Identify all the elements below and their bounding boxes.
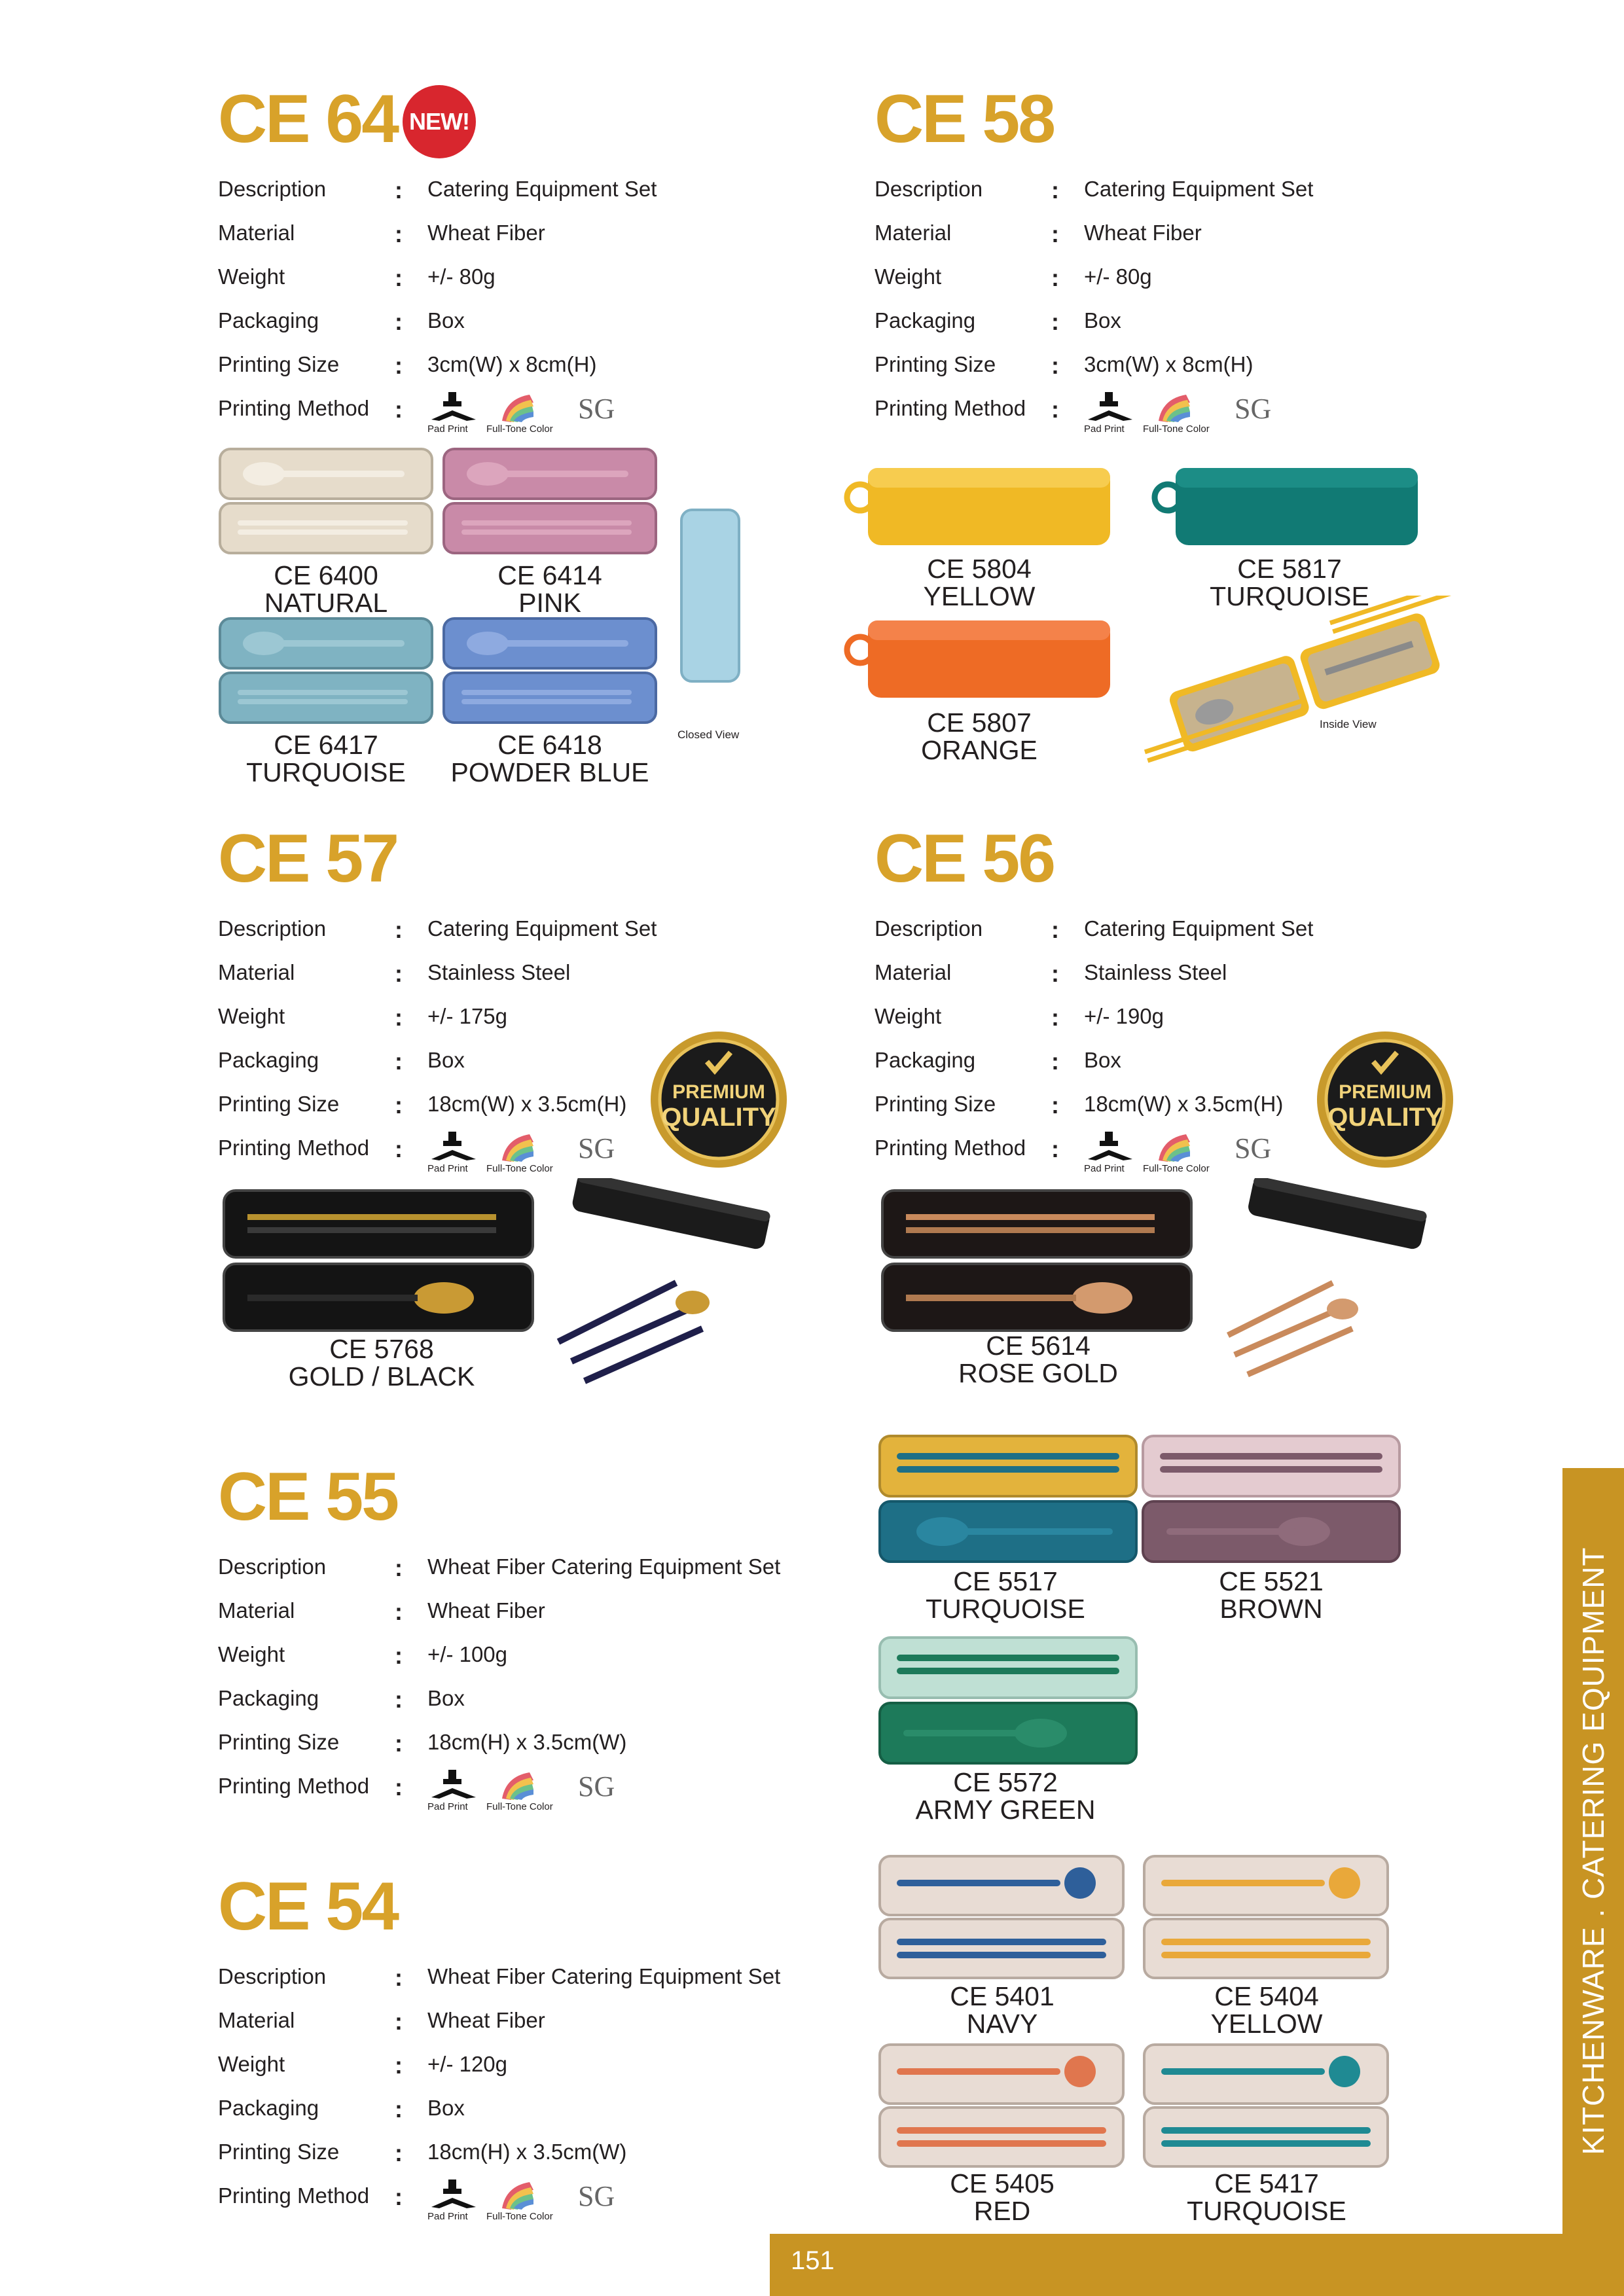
spec-value: 3cm(W) x 8cm(H) <box>1084 352 1254 376</box>
item-color: TURQUOISE <box>246 757 406 787</box>
product-photo-ce5521 <box>1140 1433 1402 1564</box>
item-code: CE 5804 <box>927 554 1032 584</box>
full-tone-color-icon <box>1156 392 1193 423</box>
spec-label: Packaging <box>218 1686 319 1710</box>
spec-value: 3cm(W) x 8cm(H) <box>427 352 597 376</box>
spec-label: Printing Size <box>218 2140 340 2164</box>
spec-label: Printing Method <box>875 1136 1026 1160</box>
pad-print-icon <box>1084 1130 1136 1162</box>
spec-label: Description <box>875 916 983 941</box>
spec-colon: : <box>395 352 403 379</box>
product-ce54-gallery <box>875 1854 1464 2230</box>
spec-colon: : <box>395 1964 403 1991</box>
spec-value: +/- 120g <box>427 2052 508 2076</box>
item-color: TURQUOISE <box>1210 581 1369 611</box>
spec-colon: : <box>1051 1048 1059 1075</box>
item-color: NAVY <box>966 2009 1038 2039</box>
spec-label: Packaging <box>218 308 319 332</box>
printing-method-icons <box>1084 1130 1293 1176</box>
product-code: CE 58 <box>875 81 1055 157</box>
spec-colon: : <box>395 2096 403 2123</box>
spec-colon: : <box>1051 960 1059 987</box>
item-label-ce5521 <box>1140 1568 1402 1623</box>
premium-quality-seal-icon <box>647 1028 791 1172</box>
spec-value: Catering Equipment Set <box>1084 177 1314 201</box>
spec-value: +/- 190g <box>1084 1004 1164 1028</box>
page-number: 151 <box>791 2246 835 2275</box>
spec-label: Packaging <box>218 2096 319 2120</box>
item-label-ce6414 <box>445 562 655 617</box>
spec-colon: : <box>1051 916 1059 943</box>
spec-value: Box <box>427 308 465 332</box>
printing-method-icons <box>427 391 637 437</box>
item-color: TURQUOISE <box>926 1594 1085 1624</box>
footer-bar <box>770 2234 1624 2296</box>
product-photo-ce5804 <box>842 461 1117 553</box>
item-code: CE 5521 <box>1219 1566 1324 1596</box>
product-code: CE 55 <box>218 1459 398 1535</box>
item-label-ce5405 <box>875 2170 1130 2225</box>
spec-colon: : <box>395 308 403 335</box>
full-tone-color-icon <box>499 392 536 423</box>
spec-value: Stainless Steel <box>1084 960 1227 984</box>
sg-icon: SG <box>578 2180 615 2212</box>
spec-colon: : <box>395 1598 403 1625</box>
item-code: CE 5517 <box>953 1566 1058 1596</box>
product-code: CE 57 <box>218 821 398 897</box>
product-photo-ce6418 <box>442 617 658 725</box>
full-tone-color-icon <box>499 2179 536 2211</box>
item-code: CE 5807 <box>927 708 1032 738</box>
spec-value: Box <box>427 1048 465 1072</box>
spec-colon: : <box>1051 308 1059 335</box>
spec-label: Description <box>218 1554 327 1579</box>
product-photo-ce5614-set <box>1208 1178 1444 1394</box>
spec-value: +/- 175g <box>427 1004 508 1028</box>
item-code: CE 5614 <box>986 1331 1091 1361</box>
spec-colon: : <box>395 2183 403 2210</box>
spec-value: Catering Equipment Set <box>1084 916 1314 941</box>
premium-quality-badge <box>1313 1028 1457 1172</box>
item-code: CE 5572 <box>953 1767 1058 1797</box>
item-color: POWDER BLUE <box>450 757 649 787</box>
full-tone-caption: Full-Tone Color <box>486 423 553 435</box>
product-code: CE 64 <box>218 81 398 157</box>
spec-value: +/- 80g <box>427 264 496 289</box>
spec-colon: : <box>1051 1136 1059 1162</box>
pad-print-icon <box>1084 391 1136 422</box>
spec-colon: : <box>395 916 403 943</box>
item-color: BROWN <box>1219 1594 1323 1624</box>
spec-value: 18cm(H) x 3.5cm(W) <box>427 1730 627 1754</box>
spec-label: Material <box>218 960 295 984</box>
product-photo-ce5817 <box>1149 461 1424 553</box>
new-badge: NEW! <box>403 85 476 158</box>
product-photo-ce6417 <box>218 617 434 725</box>
spec-colon: : <box>395 1136 403 1162</box>
item-label-ce6400 <box>221 562 431 617</box>
spec-label: Description <box>218 177 327 201</box>
item-label-ce5614 <box>901 1332 1176 1387</box>
spec-label: Weight <box>218 1642 285 1666</box>
product-photo-inside-view <box>1131 596 1498 766</box>
spec-label: Weight <box>218 2052 285 2076</box>
printing-method-icons <box>1084 391 1293 437</box>
spec-label: Printing Size <box>875 1092 996 1116</box>
pad-print-caption: Pad Print <box>427 1163 468 1174</box>
product-photo-ce5517 <box>877 1433 1139 1564</box>
spec-value: Wheat Fiber <box>427 2008 545 2032</box>
product-photo-closed-view <box>679 507 742 684</box>
product-photo-ce5572 <box>877 1635 1139 1766</box>
spec-colon: : <box>395 221 403 247</box>
spec-value: 18cm(W) x 3.5cm(H) <box>427 1092 627 1116</box>
spec-label: Printing Method <box>875 396 1026 420</box>
product-photo-ce5401 <box>877 1854 1126 1981</box>
item-color: YELLOW <box>1210 2009 1323 2039</box>
item-color: ARMY GREEN <box>915 1795 1096 1825</box>
product-ce55 <box>218 1459 807 1829</box>
item-label-ce5417 <box>1139 2170 1394 2225</box>
spec-colon: : <box>395 1730 403 1757</box>
spec-value: Box <box>1084 1048 1121 1072</box>
product-ce54 <box>218 1869 807 2226</box>
full-tone-caption: Full-Tone Color <box>1143 1163 1210 1174</box>
spec-colon: : <box>1051 1092 1059 1119</box>
spec-colon: : <box>395 1092 403 1119</box>
printing-method-icons <box>427 1768 637 1814</box>
spec-label: Weight <box>875 264 942 289</box>
item-label-ce5401 <box>875 1982 1130 2037</box>
item-code: CE 6417 <box>274 730 378 760</box>
item-label-ce6417 <box>221 731 431 786</box>
spec-label: Printing Size <box>218 1092 340 1116</box>
item-color: TURQUOISE <box>1187 2196 1346 2226</box>
full-tone-color-icon <box>499 1132 536 1163</box>
spec-value: Wheat Fiber <box>427 221 545 245</box>
item-color: NATURAL <box>264 588 388 618</box>
item-label-ce6418 <box>445 731 655 786</box>
item-label-ce5517 <box>875 1568 1136 1623</box>
spec-colon: : <box>1051 396 1059 423</box>
item-code: CE 6414 <box>497 560 602 590</box>
item-code: CE 6400 <box>274 560 378 590</box>
item-label-ce5572 <box>875 1768 1136 1823</box>
item-label-ce5404 <box>1139 1982 1394 2037</box>
spec-colon: : <box>395 1774 403 1801</box>
spec-value: Stainless Steel <box>427 960 571 984</box>
spec-label: Weight <box>875 1004 942 1028</box>
spec-colon: : <box>395 960 403 987</box>
inside-view-note: Inside View <box>1320 718 1377 730</box>
spec-label: Weight <box>218 264 285 289</box>
spec-value: 18cm(W) x 3.5cm(H) <box>1084 1092 1284 1116</box>
badge-top-text: PREMIUM <box>672 1081 765 1103</box>
side-category-label: KITCHENWARE . CATERING EQUIPMENT <box>1576 1547 1610 2155</box>
spec-label: Material <box>218 221 295 245</box>
spec-label: Description <box>218 916 327 941</box>
spec-colon: : <box>395 2140 403 2166</box>
spec-label: Packaging <box>875 308 976 332</box>
spec-colon: : <box>1051 1004 1059 1031</box>
item-color: RED <box>973 2196 1031 2226</box>
badge-bottom-text: QUALITY <box>1327 1103 1443 1132</box>
item-code: CE 6418 <box>497 730 602 760</box>
spec-label: Printing Size <box>218 352 340 376</box>
product-code: CE 54 <box>218 1869 398 1945</box>
product-ce58 <box>875 81 1529 805</box>
spec-value: Catering Equipment Set <box>427 916 657 941</box>
badge-bottom-text: QUALITY <box>661 1103 776 1132</box>
spec-label: Printing Method <box>218 2183 370 2208</box>
spec-value: Wheat Fiber <box>1084 221 1202 245</box>
spec-label: Weight <box>218 1004 285 1028</box>
product-ce64 <box>218 81 807 805</box>
full-tone-caption: Full-Tone Color <box>486 1163 553 1174</box>
sg-icon: SG <box>1235 1132 1272 1164</box>
sg-icon: SG <box>578 1770 615 1803</box>
product-photo-ce5807 <box>842 614 1117 706</box>
spec-colon: : <box>395 264 403 291</box>
item-code: CE 5405 <box>950 2168 1055 2198</box>
spec-label: Material <box>218 1598 295 1623</box>
item-label-ce5804 <box>875 555 1084 610</box>
spec-value: Box <box>427 1686 465 1710</box>
spec-colon: : <box>395 1686 403 1713</box>
product-photo-ce5768-box <box>221 1188 535 1335</box>
spec-colon: : <box>395 1554 403 1581</box>
pad-print-caption: Pad Print <box>1084 1163 1125 1174</box>
sg-icon: SG <box>578 393 615 425</box>
product-photo-ce6400 <box>218 447 434 555</box>
pad-print-caption: Pad Print <box>427 2211 468 2222</box>
spec-value: +/- 100g <box>427 1642 508 1666</box>
sg-icon: SG <box>578 1132 615 1164</box>
spec-colon: : <box>395 177 403 204</box>
spec-value: Box <box>427 2096 465 2120</box>
spec-colon: : <box>1051 352 1059 379</box>
printing-method-icons <box>427 1130 637 1176</box>
item-color: ORANGE <box>921 735 1038 765</box>
spec-label: Material <box>218 2008 295 2032</box>
sg-icon: SG <box>1235 393 1272 425</box>
spec-colon: : <box>1051 177 1059 204</box>
spec-label: Printing Method <box>218 1774 370 1798</box>
spec-label: Printing Method <box>218 1136 370 1160</box>
spec-colon: : <box>395 1642 403 1669</box>
printing-method-icons <box>427 2178 637 2224</box>
spec-colon: : <box>1051 221 1059 247</box>
item-code: CE 5817 <box>1237 554 1342 584</box>
spec-value: 18cm(H) x 3.5cm(W) <box>427 2140 627 2164</box>
spec-colon: : <box>1051 264 1059 291</box>
pad-print-icon <box>427 391 480 422</box>
spec-label: Packaging <box>218 1048 319 1072</box>
pad-print-icon <box>427 1130 480 1162</box>
spec-label: Description <box>218 1964 327 1988</box>
spec-colon: : <box>395 1048 403 1075</box>
full-tone-color-icon <box>499 1770 536 1801</box>
product-photo-ce6414 <box>442 447 658 555</box>
spec-colon: : <box>395 1004 403 1031</box>
spec-value: Catering Equipment Set <box>427 177 657 201</box>
item-label-ce5817 <box>1185 555 1394 610</box>
pad-print-caption: Pad Print <box>427 1801 468 1812</box>
spec-value: Wheat Fiber <box>427 1598 545 1623</box>
spec-label: Printing Method <box>218 396 370 420</box>
item-code: CE 5417 <box>1214 2168 1319 2198</box>
item-color: PINK <box>518 588 581 618</box>
pad-print-icon <box>427 2178 480 2210</box>
full-tone-color-icon <box>1156 1132 1193 1163</box>
full-tone-caption: Full-Tone Color <box>486 2211 553 2222</box>
item-color: YELLOW <box>923 581 1036 611</box>
pad-print-caption: Pad Print <box>427 423 468 435</box>
spec-label: Printing Size <box>875 352 996 376</box>
spec-colon: : <box>395 2052 403 2079</box>
spec-label: Material <box>875 960 952 984</box>
product-photo-ce5768-set <box>552 1178 787 1394</box>
spec-colon: : <box>395 396 403 423</box>
premium-quality-badge <box>647 1028 791 1172</box>
pad-print-caption: Pad Print <box>1084 423 1125 435</box>
spec-label: Printing Size <box>218 1730 340 1754</box>
spec-label: Description <box>875 177 983 201</box>
product-photo-ce5614-box <box>880 1188 1194 1335</box>
pad-print-icon <box>427 1768 480 1800</box>
closed-view-note: Closed View <box>677 728 740 741</box>
item-code: CE 5768 <box>329 1334 434 1364</box>
item-color: ROSE GOLD <box>958 1358 1118 1388</box>
product-photo-ce5404 <box>1142 1854 1390 1981</box>
product-ce55-gallery <box>875 1433 1464 1839</box>
product-ce56 <box>875 821 1529 1414</box>
item-label-ce5768 <box>244 1335 519 1390</box>
spec-value: +/- 80g <box>1084 264 1152 289</box>
item-code: CE 5401 <box>950 1981 1055 2011</box>
product-photo-ce5417 <box>1142 2042 1390 2170</box>
premium-quality-seal-icon <box>1313 1028 1457 1172</box>
product-code: CE 56 <box>875 821 1055 897</box>
full-tone-caption: Full-Tone Color <box>1143 423 1210 435</box>
spec-value: Box <box>1084 308 1121 332</box>
spec-label: Material <box>875 221 952 245</box>
spec-colon: : <box>395 2008 403 2035</box>
spec-value: Wheat Fiber Catering Equipment Set <box>427 1964 781 1988</box>
badge-top-text: PREMIUM <box>1339 1081 1432 1103</box>
product-photo-ce5405 <box>877 2042 1126 2170</box>
spec-label: Packaging <box>875 1048 976 1072</box>
item-label-ce5807 <box>875 709 1084 764</box>
item-code: CE 5404 <box>1214 1981 1319 2011</box>
item-color: GOLD / BLACK <box>288 1361 475 1391</box>
full-tone-caption: Full-Tone Color <box>486 1801 553 1812</box>
product-ce57 <box>218 821 807 1414</box>
spec-value: Wheat Fiber Catering Equipment Set <box>427 1554 781 1579</box>
